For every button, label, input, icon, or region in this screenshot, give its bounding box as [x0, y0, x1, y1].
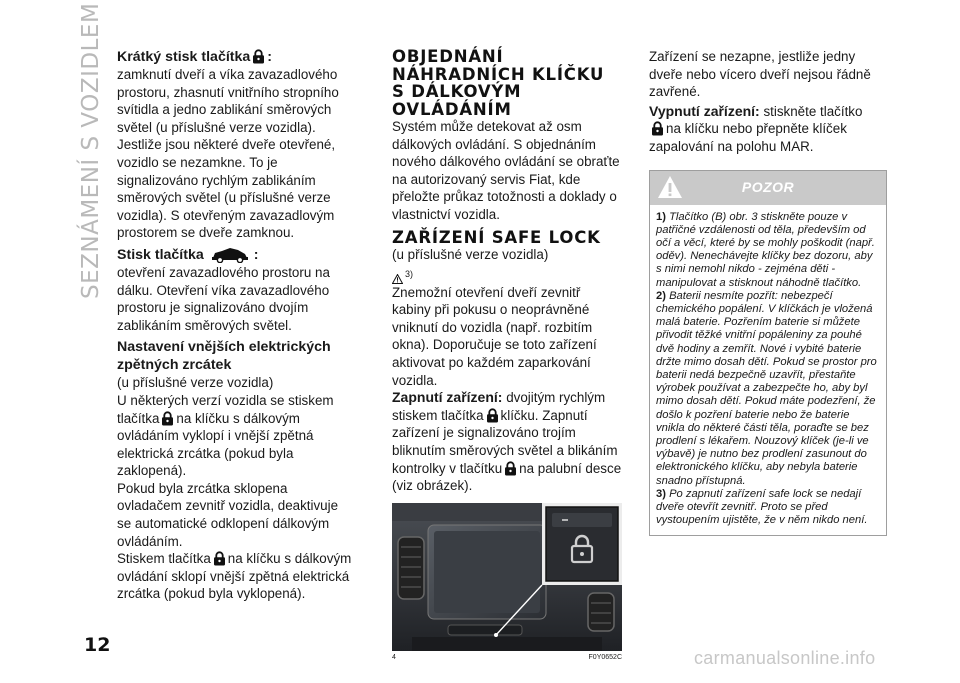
disable-label: Vypnutí zařízení:: [649, 102, 760, 119]
key-order-heading: OBJEDNÁNÍ NÁHRADNÍCH KLÍČKU S DÁLKOVÝM OVLÁDÁNÍM: [392, 47, 605, 119]
enable-label: Zapnutí zařízení:: [392, 389, 503, 406]
warning-header: [650, 171, 886, 205]
car-trunk-icon: [210, 246, 250, 263]
column-3: [649, 48, 885, 536]
lock-icon: [504, 461, 517, 476]
mirror-fold-text: Stiskem tlačítka na klíčku s dálkovým ovládání sklopí vnější zpětná elektrická zrcátka (pokud byla vyklopená).: [117, 551, 352, 602]
warning-triangle-icon: [392, 274, 403, 284]
page-number: 12: [84, 634, 111, 656]
safe-lock-version-note: (u příslušné verze vozidla): [392, 247, 549, 263]
safe-lock-enable: Zapnutí zařízení: dvojitým rychlým stiskem tlačítka klíčku. Zapnutí zařízení je signalizováno trojím bliknutím směrových světel a blikáním kontrolky v tlačítku na palubní desce (viz obrázek).: [392, 389, 622, 494]
warning-title: POZOR: [741, 178, 795, 195]
short-press-text: zamknutí dveří a víka zavazadlového prostoru, zhasnutí vnitřního stropního svítidla a jedno zablikání směrových světel (u příslušné verze vozidla). Jestliže jsou některé dveře otevřené, vozidlo se nezamkne. To je signalizováno rychlým zablikáním směrových světel (u příslušné verze vozidla). S otevřeným zavazadlovým prostorem se dveře zamknou.: [117, 67, 339, 241]
watermark: carmanualsonline.info: [694, 648, 876, 668]
lock-icon: [213, 551, 226, 566]
dashboard-illustration: [392, 503, 622, 651]
safe-lock-note: Zařízení se nezapne, jestliže jedny dveře nebo vícero dveří nejsou řádně zavřené.: [649, 49, 871, 100]
warning-item-2: 2) Baterii nesmíte pozřít: nebezpečí chemického popálení. V klíčkách je vložená malá baterie. Pozřením baterie si můžete přivodit těžké vnitřní popáleniny za pouhé dvě hodiny a zemřít. Nové i vybité baterie držte mimo dosah dětí. Pokud se prostor pro baterii nedá bezpečně uzavřít, přestaňte výrobek používat a zabezpečte ho, aby byl mimo dosah dětí. Pokud máte podezření, že došlo k pozření baterie nebo že baterie vnikla do některé části těla, poraďte se bez prodlení s lékařem. Nouzový klíček (je-li ve výbavě) je nutno bez prodlení zasunout do elektronického klíčku, aby nebyla baterie snadno přístupná.: [656, 289, 877, 487]
warning-triangle-icon: [656, 174, 684, 200]
short-press-heading: Krátký stisk tlačítka :: [117, 49, 273, 65]
column-1: [117, 48, 353, 603]
key-order-text: Systém může detekovat až osm dálkových ovládání. S objednáním nového dálkového ovládání se obraťte na autorizovaný servis Fiat, kde přeložte průkaz totožnosti a doklady o vlastnictví vozidla.: [392, 119, 620, 222]
figure-code: F0Y0652C: [588, 653, 622, 661]
safe-lock-heading: ZAŘÍZENÍ SAFE LOCK: [392, 227, 601, 247]
safe-lock-text: Znemožní otevření dveří zevnitř kabiny při pokusu o neoprávněné vniknutí do vozidla (např. rozbitím okna). Doporučuje se toto zařízení aktivovat po každém zaparkování vozidla.: [392, 284, 597, 388]
mirror-heading: Nastavení vnějších elektrických zpětných zrcátek: [117, 339, 331, 374]
column-2: [392, 48, 622, 663]
warning-box: [649, 170, 887, 537]
mirror-unfold-text: U některých verzí vozidla se stiskem tlačítka na klíčku s dálkovým ovládáním vyklopí i vnější zpětná elektrická zrcátka (pokud byla zaklopená).: [117, 392, 334, 479]
warning-item-3: 3) Po zapnutí zařízení safe lock se nedají dveře otevřít zevnitř. Proto se před vystoupením ujistěte, že v něm nikdo není.: [656, 487, 868, 527]
dashboard-photo: [392, 503, 622, 651]
warning-item-1: 1) Tlačítko (B) obr. 3 stiskněte pouze v patřičné vzdálenosti od těla, především od očí a věcí, které by se mohly poškodit (např. oděv). Nenechávejte klíčky bez dozoru, aby s nimi nemohl nikdo - zejména děti - manipulovat a stisknout náhodně tlačítko.: [656, 210, 875, 289]
trunk-press-text: otevření zavazadlového prostoru na dálku. Otevření víka zavazadlového prostoru je signalizováno dvojím zablikáním směrových světel.: [117, 264, 330, 333]
warning-reference: 3): [392, 264, 622, 284]
chapter-side-label: SEZNÁMENÍ S VOZIDLEM: [78, 2, 104, 299]
lock-icon: [651, 121, 664, 136]
mirror-version-note: (u příslušné verze vozidla): [117, 375, 274, 391]
lock-icon: [486, 408, 499, 423]
mirror-deactivate-text: Pokud byla zrcátka sklopena ovladačem zevnitř vozidla, deaktivuje se automatické odklopení dálkovým ovládáním.: [117, 480, 339, 549]
trunk-press-heading: Stisk tlačítka :: [117, 246, 259, 263]
warning-body: [650, 205, 886, 536]
lock-icon: [161, 411, 174, 426]
safe-lock-disable: Vypnutí zařízení: stiskněte tlačítko na klíčku nebo přepněte klíček zapalování na polohu MAR.: [649, 102, 863, 154]
figure-number: 4: [392, 653, 396, 661]
figure-caption: [392, 653, 622, 663]
lock-icon: [252, 49, 265, 64]
